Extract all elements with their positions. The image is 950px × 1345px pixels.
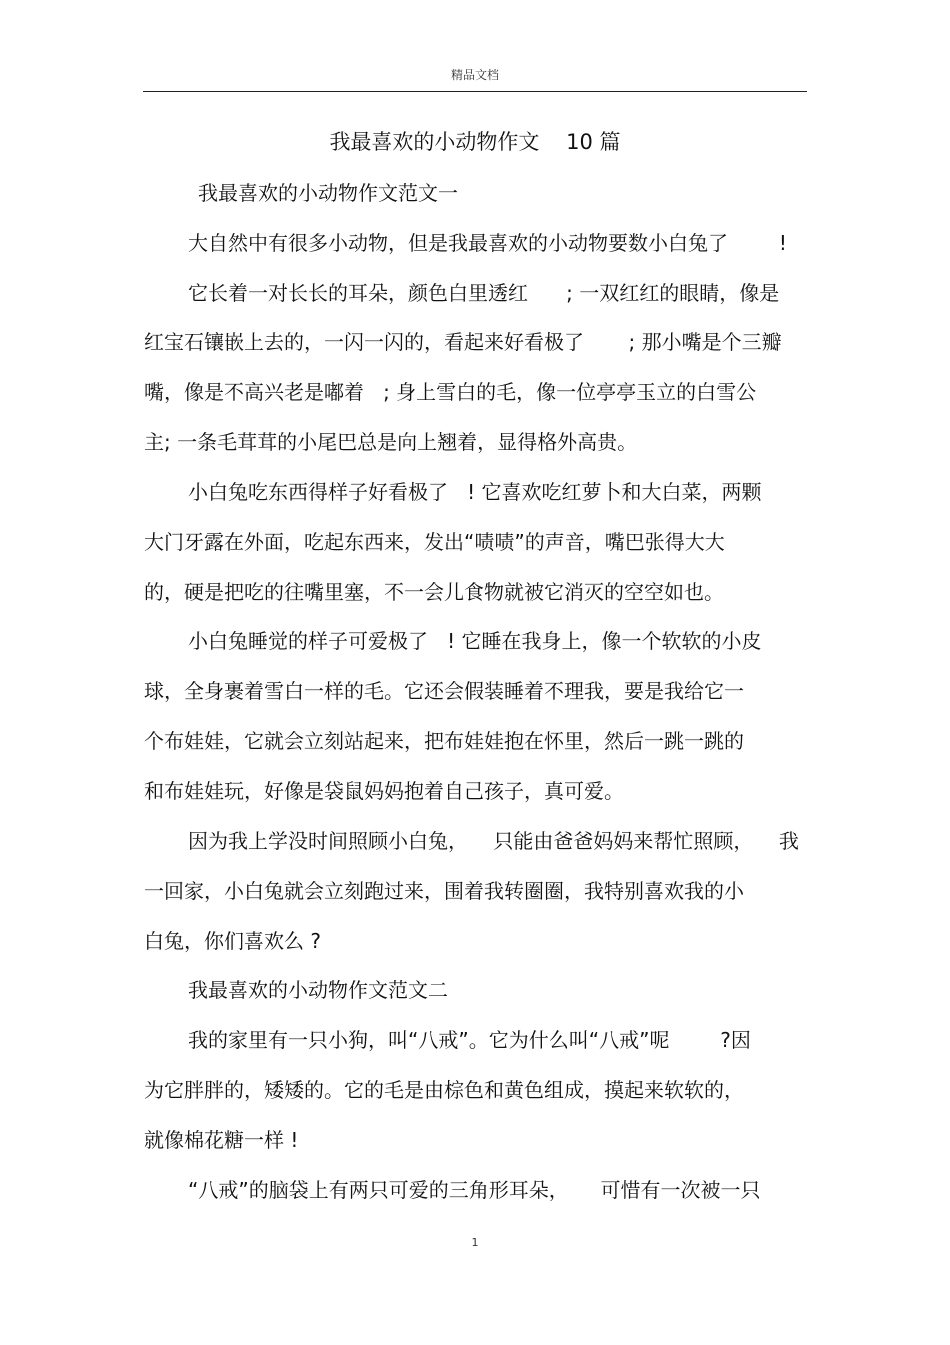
text-line: 主; 一条毛茸茸的小尾巴总是向上翘着，显得格外高贵。 — [144, 430, 638, 454]
text-line: 为它胖胖的，矮矮的。它的毛是由棕色和黄色组成，摸起来软软的， — [144, 1078, 744, 1102]
text-line: 大自然中有很多小动物，但是我最喜欢的小动物要数小白兔了 ! — [188, 231, 787, 255]
text-line: 红宝石镶嵌上去的，一闪一闪的，看起来好看极了 ; 那小嘴是个三瓣 — [144, 330, 782, 354]
header-label: 精品文档 — [450, 68, 499, 82]
text-line: 我的家里有一只小狗，叫“八戒”。它为什么叫“八戒”呢 ?因 — [188, 1028, 751, 1052]
text-line: 小白兔睡觉的样子可爱极了 ! 它睡在我身上，像一个软软的小皮 — [188, 629, 762, 653]
text-line: 因为我上学没时间照顾小白兔， 只能由爸爸妈妈来帮忙照顾， 我 — [188, 829, 799, 853]
text-line: 白兔，你们喜欢么 ? — [144, 929, 321, 953]
document-title: 我最喜欢的小动物作文 10 篇 — [329, 130, 621, 154]
text-line: 小白兔吃东西得样子好看极了 ! 它喜欢吃红萝卜和大白菜，两颗 — [188, 480, 762, 504]
section-heading: 我最喜欢的小动物作文范文一 — [198, 181, 458, 205]
text-line: 个布娃娃，它就会立刻站起来，把布娃娃抱在怀里，然后一跳一跳的 — [144, 729, 744, 753]
text-line: 球，全身裹着雪白一样的毛。它还会假装睡着不理我，要是我给它一 — [144, 679, 744, 703]
text-line: “八戒”的脑袋上有两只可爱的三角形耳朵， 可惜有一次被一只 — [188, 1178, 761, 1202]
text-line: 它长着一对长长的耳朵，颜色白里透红 ; 一双红红的眼睛，像是 — [188, 281, 780, 305]
section-heading: 我最喜欢的小动物作文范文二 — [188, 978, 448, 1002]
text-line: 就像棉花糖一样 ! — [144, 1128, 299, 1152]
text-line: 的，硬是把吃的往嘴里塞，不一会儿食物就被它消灭的空空如也。 — [144, 580, 724, 604]
text-line: 一回家，小白兔就会立刻跑过来，围着我转圈圈，我特别喜欢我的小 — [144, 879, 744, 903]
header-divider — [143, 91, 807, 92]
page-number: 1 — [471, 1236, 479, 1249]
text-line: 和布娃娃玩，好像是袋鼠妈妈抱着自己孩子，真可爱。 — [144, 779, 624, 803]
text-line: 嘴，像是不高兴老是嘟着 ; 身上雪白的毛，像一位亭亭玉立的白雪公 — [144, 380, 757, 404]
text-line: 大门牙露在外面，吃起东西来，发出“啧啧”的声音，嘴巴张得大大 — [144, 530, 725, 554]
